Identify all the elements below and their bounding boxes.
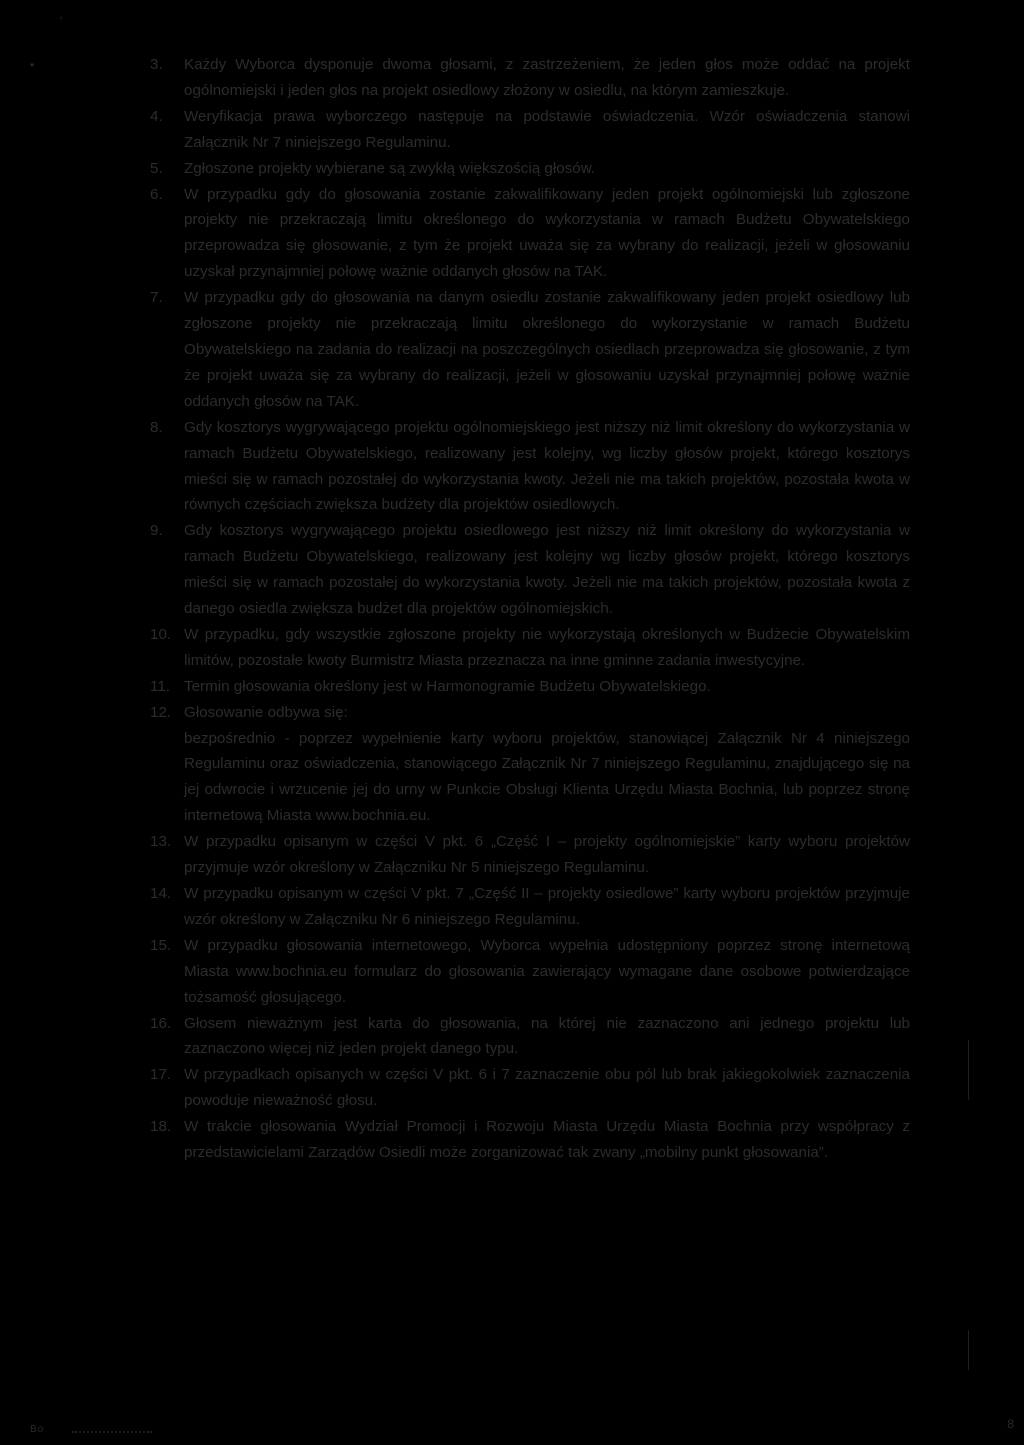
list-item bbox=[150, 933, 910, 1011]
item-number: 16. bbox=[150, 1014, 172, 1032]
list-item bbox=[150, 182, 910, 286]
item-text: Głosowanie odbywa się: bbox=[184, 703, 348, 721]
item-number: 8. bbox=[150, 418, 163, 436]
regulations-list bbox=[150, 52, 910, 1166]
list-item bbox=[150, 1011, 910, 1063]
list-item bbox=[150, 104, 910, 156]
list-item bbox=[150, 829, 910, 881]
list-item bbox=[150, 881, 910, 933]
item-number: 7. bbox=[150, 289, 163, 307]
list-item bbox=[150, 52, 910, 104]
item-subtext: bezpośrednio - poprzez wypełnienie karty wyboru projektów, stanowiącej Załącznik Nr 4 niniejszego Regulaminu oraz oświadczenia, stanowiącego Załącznik Nr 7 niniejszego Regulaminu, znajdującego się na jej odwrocie i wrzucenie jej do urny w Punkcie Obsługi Klienta Urzędu Miasta Bochnia, lub poprzez stronę internetową Miasta www.bochnia.eu. bbox=[184, 729, 910, 825]
item-number: 17. bbox=[150, 1066, 172, 1084]
footer-mark-left: Bo bbox=[30, 1424, 45, 1435]
list-item bbox=[150, 622, 910, 674]
item-number: 6. bbox=[150, 185, 163, 203]
item-number: 9. bbox=[150, 522, 163, 540]
list-item bbox=[150, 674, 910, 700]
item-text: W przypadku, gdy wszystkie zgłoszone projekty nie wykorzystają określonych w Budżecie Obywatelskim limitów, pozostałe kwoty Burmistrz Miasta przeznacza na inne gminne zadania inwestycyjne. bbox=[184, 625, 910, 669]
list-item bbox=[150, 415, 910, 519]
item-number: 18. bbox=[150, 1118, 172, 1136]
item-text: Termin głosowania określony jest w Harmonogramie Budżetu Obywatelskiego. bbox=[184, 677, 711, 695]
item-text: Głosem nieważnym jest karta do głosowania, na której nie zaznaczono ani jednego projektu lub zaznaczono więcej niż jeden projekt danego typu. bbox=[184, 1014, 910, 1058]
item-text: W przypadku opisanym w części V pkt. 7 „Część II – projekty osiedlowe” karty wyboru projektów przyjmuje wzór określony w Załączniku Nr 6 niniejszego Regulaminu. bbox=[184, 885, 910, 928]
item-text: W przypadku głosowania internetowego, Wyborca wypełnia udostępniony poprzez stronę internetową Miasta www.bochnia.eu formularz do głosowania zawierający wymagane dane osobowe potwierdzające tożsamość głosującego. bbox=[184, 936, 910, 1006]
item-text: Weryfikacja prawa wyborczego następuje na podstawie oświadczenia. Wzór oświadczenia stanowi Załącznik Nr 7 niniejszego Regulaminu. bbox=[184, 107, 910, 151]
item-text: W przypadku gdy do głosowania na danym osiedlu zostanie zakwalifikowany jeden projekt osiedlowy lub zgłoszone projekty nie przekraczają limitu określonego do wykorzystanie w ramach Budżetu Obywatelskiego na zadania do realizacji na poszczególnych osiedlach przeprowadza się głosowanie, z tym że projekt uważa się za wybrany do realizacji, jeżeli w głosowaniu uzyskał przynajmniej połowę ważnie oddanych głosów na TAK. bbox=[184, 289, 910, 410]
item-number: 14. bbox=[150, 885, 172, 902]
scan-edge-line bbox=[968, 1330, 969, 1370]
item-number: 11. bbox=[150, 677, 170, 695]
item-number: 3. bbox=[150, 56, 163, 73]
item-text: W trakcie głosowania Wydział Promocji i Rozwoju Miasta Urzędu Miasta Bochnia przy współpracy z przedstawicielami Zarządów Osiedli może zorganizować tak zwany „mobilny punkt głosowania”. bbox=[184, 1118, 910, 1162]
item-text: W przypadku opisanym w części V pkt. 6 „Część I – projekty ogólnomiejskie” karty wyboru projektów przyjmuje wzór określony w Załączniku Nr 5 niniejszego Regulaminu. bbox=[184, 833, 910, 877]
scan-edge-line bbox=[968, 1040, 969, 1100]
item-text: Każdy Wyborca dysponuje dwoma głosami, z zastrzeżeniem, że jeden głos może oddać na projekt ogólnomiejski i jeden głos na projekt osiedlowy złożony w osiedlu, na którym zamieszkuje. bbox=[184, 56, 910, 99]
item-number: 13. bbox=[150, 833, 172, 851]
list-item bbox=[150, 518, 910, 622]
side-bullet: • bbox=[30, 58, 35, 72]
item-number: 5. bbox=[150, 159, 163, 177]
list-item bbox=[150, 1114, 910, 1166]
item-text: W przypadku gdy do głosowania zostanie zakwalifikowany jeden projekt ogólnomiejski lub zgłoszone projekty nie przekraczają limitu określonego do wykorzystania w ramach Budżetu Obywatelskiego przeprowadza się głosowanie, z tym że projekt uważa się za wybrany do realizacji, jeżeli w głosowaniu uzyskał przynajmniej połowę ważnie oddanych głosów na TAK. bbox=[184, 185, 910, 281]
item-text: Zgłoszone projekty wybierane są zwykłą większością głosów. bbox=[184, 159, 596, 177]
item-text: Gdy kosztorys wygrywającego projektu osiedlowego jest niższy niż limit określony do wykorzystania w ramach Budżetu Obywatelskiego, realizowany jest kolejny wg liczby głosów projekt, którego kosztorys mieści się w ramach pozostałej do wykorzystania kwoty. Jeżeli nie ma takich projektów, pozostała kwota z danego osiedla zwiększa budżet dla projektów ogólnomiejskich. bbox=[184, 522, 910, 618]
footer-mark-right: 8 bbox=[1007, 1417, 1014, 1431]
item-number: 12. bbox=[150, 703, 172, 721]
item-text: Gdy kosztorys wygrywającego projektu ogólnomiejskiego jest niższy niż limit określony do wykorzystania w ramach Budżetu Obywatelskiego, realizowany jest kolejny, wg liczby głosów projekt, którego kosztorys mieści się w ramach pozostałej do wykorzystania kwoty. Jeżeli nie ma takich projektów, pozostała kwota w równych częściach zwiększa budżety dla projektów osiedlowych. bbox=[184, 418, 910, 514]
item-number: 15. bbox=[150, 936, 172, 954]
item-number: 10. bbox=[150, 625, 172, 643]
item-text: W przypadkach opisanych w części V pkt. 6 i 7 zaznaczenie obu pól lub brak jakiegokolwiek zaznaczenia powoduje nieważność głosu. bbox=[184, 1066, 910, 1110]
item-number: 4. bbox=[150, 107, 163, 125]
list-item bbox=[150, 700, 910, 830]
footer-dotted-line bbox=[72, 1429, 152, 1433]
list-item bbox=[150, 285, 910, 415]
list-item bbox=[150, 1062, 910, 1114]
regulations-content bbox=[150, 52, 910, 1166]
corner-mark: ' bbox=[60, 14, 63, 28]
list-item bbox=[150, 156, 910, 182]
